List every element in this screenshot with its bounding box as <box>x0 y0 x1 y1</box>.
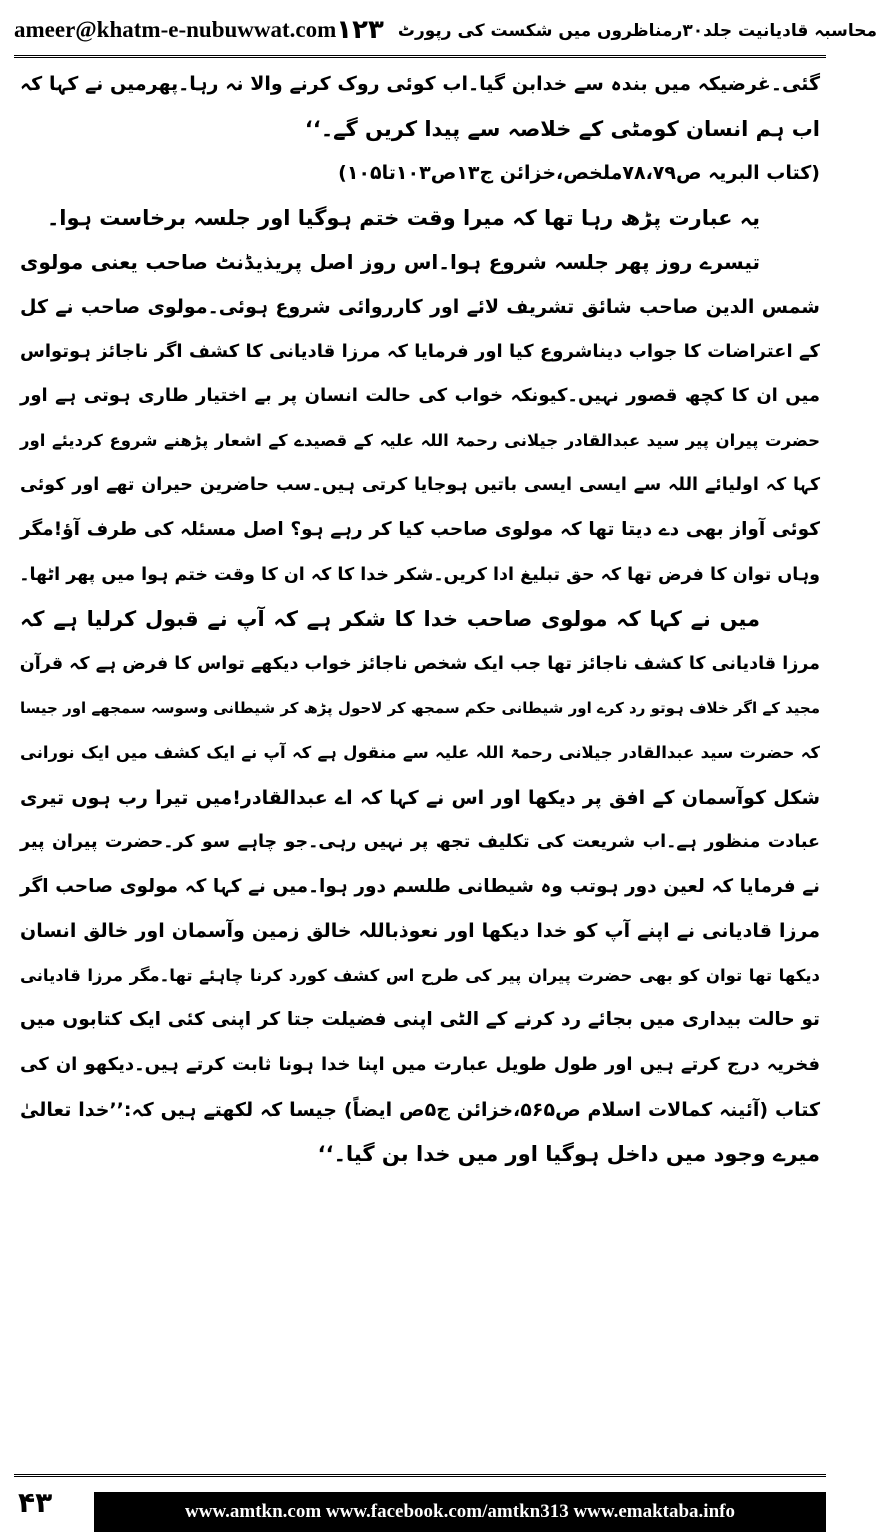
header-title-group <box>336 15 877 45</box>
page-header <box>14 8 877 52</box>
body-line: فخریہ درج کرتے ہیں اور طول طویل عبارت میں اپنا خدا ہونا ثابت کرتے ہیں۔دیکھو ان کی <box>20 1054 820 1076</box>
body-line: مرزا قادیانی نے اپنے آپ کو خدا دیکھا اور نعوذباللہ خالق زمین وآسمان اور خالق انسان <box>20 920 820 943</box>
body-line: گئی۔غرضیکہ میں بندہ سے خدابن گیا۔اب کوئی روک کرنے والا نہ رہا۔پھرمیں نے کہا کہ <box>20 73 820 95</box>
header-email: ameer@khatm-e-nubuwwat.com <box>14 17 337 42</box>
header-title: محاسبہ قادیانیت جلد۳۰رمناظروں میں شکست کی رپورٹ <box>397 20 877 41</box>
footer-page-number: ۴۳ <box>18 1486 53 1519</box>
body-line: تیسرے روز پھر جلسہ شروع ہوا۔اس روز اصل پریذیڈنٹ صاحب یعنی مولوی <box>20 250 760 275</box>
body-line: نے فرمایا کہ لعین دور ہوتب وہ شیطانی طلسم دور ہوا۔میں نے کہا کہ مولوی صاحب اگر <box>20 875 820 897</box>
body-line: میرے وجود میں داخل ہوگیا اور میں خدا بن گیا۔‘‘ <box>317 1142 820 1167</box>
body-line: کتاب (آئینہ کمالات اسلام ص۵۶۵،خزائن ج۵ص ایضاً) جیسا کہ لکھتے ہیں کہ:’’خدا تعالیٰ <box>20 1098 820 1121</box>
body-line: یہ عبارت پڑھ رہا تھا کہ میرا وقت ختم ہوگیا اور جلسہ برخاست ہوا۔ <box>46 205 760 230</box>
body-line: کہ حضرت سید عبدالقادر جیلانی رحمۃ اللہ علیہ سے منقول ہے کہ آپ نے ایک کشف میں ایک نورانی <box>20 742 820 762</box>
body-line: میں ان کا کچھ قصور نہیں۔کیونکہ خواب کی حالت انسان پر بے اختیار طاری ہوتی ہے اور <box>20 385 820 407</box>
body-line: کہا کہ اولیائے اللہ سے ایسی ایسی باتیں ہوجایا کرتی ہیں۔سب حاضرین حیران تھے اور کوئی <box>20 475 820 496</box>
body-line: تو حالت بیداری میں بجائے رد کرنے کے الٹی اپنی فضیلت جتا کر اپنی کئی ایک کتابوں میں <box>20 1009 820 1031</box>
body-line: حضرت پیران پیر سید عبدالقادر جیلانی رحمۃ اللہ علیہ کے قصیدے کے اشعار پڑھنے شروع کردیئے اور <box>20 430 820 450</box>
body-line: مجید کے اگر خلاف ہوتو رد کرے اور شیطانی حکم سمجھ کر لاحول پڑھ کر شیطانی وسوسہ سمجھے اور جیسا <box>20 699 820 718</box>
body-line: عبادت منظور ہے۔اب شریعت کی تکلیف تجھ پر نہیں رہی۔جو چاہے سو کر۔حضرت پیران پیر <box>20 832 820 853</box>
body-line: شکل کوآسمان کے افق پر دیکھا اور اس نے کہا کہ اے عبدالقادر!میں تیرا رب ہوں تیری <box>20 786 820 809</box>
header-page-number: ۱۲۳ <box>336 15 384 45</box>
body-line: کے اعتراضات کا جواب دیناشروع کیا اور فرمایا کہ مرزا قادیانی کا کشف اگر ناجائز ہوتواس <box>20 340 820 362</box>
footer-divider <box>14 1474 826 1477</box>
body-line: اب ہم انسان کومٹی کے خلاصہ سے پیدا کریں گے۔‘‘ <box>304 116 820 141</box>
header-divider <box>14 55 826 58</box>
reference-line: (کتاب البریہ ص۷۸،۷۹ملخص،خزائن ج۱۳ص۱۰۳تا۱۰۵) <box>338 162 820 185</box>
body-line: وہاں توان کا فرض تھا کہ حق تبلیغ ادا کریں۔شکر خدا کا کہ ان کا وقت ختم ہوا میں پھر اٹھا۔ <box>19 564 820 585</box>
body-line: کوئی آواز بھی دے دیتا تھا کہ مولوی صاحب کیا کر رہے ہو؟ اصل مسئلہ کی طرف آؤ!مگر <box>20 518 820 540</box>
page-body <box>20 62 820 1470</box>
body-line: میں نے کہا کہ مولوی صاحب خدا کا شکر ہے کہ آپ نے قبول کرلیا ہے کہ <box>20 607 760 632</box>
footer-links-banner: www.amtkn.com www.facebook.com/amtkn313 www.emaktaba.info <box>94 1492 826 1532</box>
body-line: دیکھا تھا توان کو بھی حضرت پیران پیر کی طرح اس کشف کورد کرنا چاہئے تھا۔مگر مرزا قادیانی <box>20 965 820 985</box>
page-footer <box>14 1474 826 1536</box>
body-line: شمس الدین صاحب شائق تشریف لائے اور کارروائی شروع ہوئی۔مولوی صاحب نے کل <box>20 295 820 318</box>
body-line: مرزا قادیانی کا کشف ناجائز تھا جب ایک شخص ناجائز خواب دیکھے تواس کا فرض ہے کہ قرآن <box>19 653 820 674</box>
